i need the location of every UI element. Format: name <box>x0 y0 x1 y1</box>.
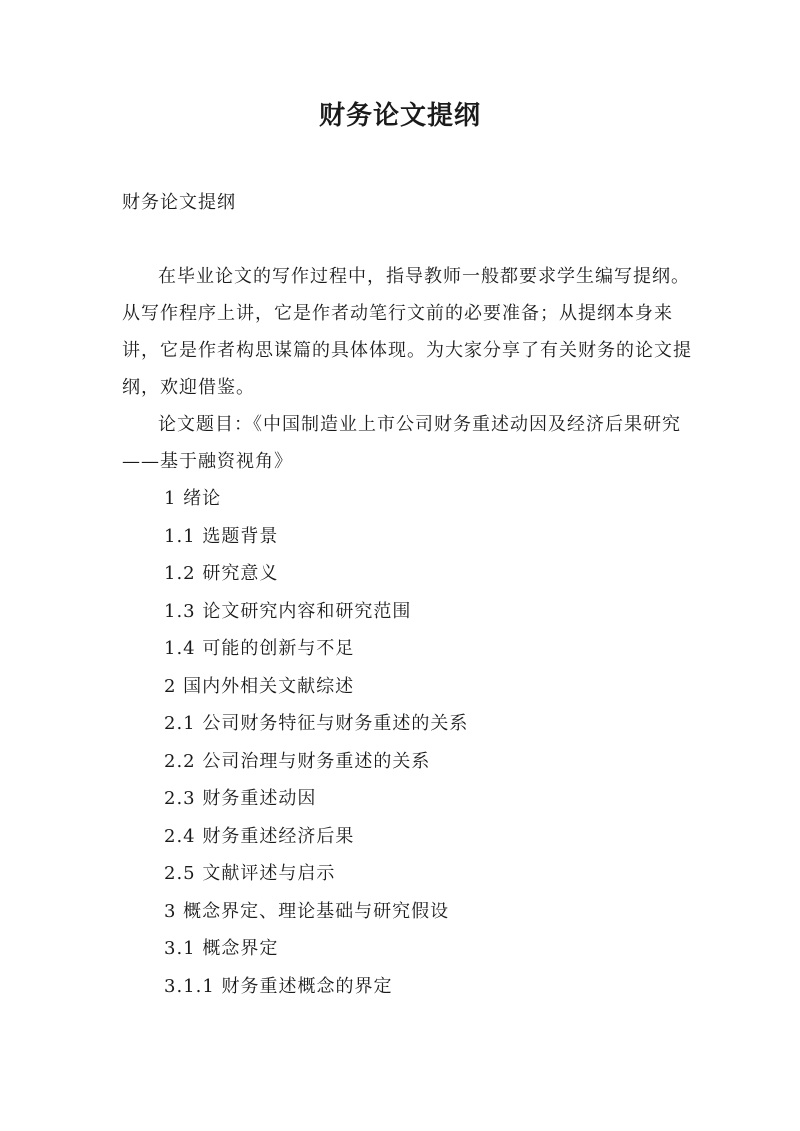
outline-item: 2.2 公司治理与财务重述的关系 <box>164 750 431 772</box>
outline-item: 1 绪论 <box>164 488 222 509</box>
outline-item: 2.4 财务重述经济后果 <box>164 825 355 847</box>
outline-item: 1.2 研究意义 <box>164 563 279 584</box>
outline-item: 2.3 财务重述动因 <box>164 788 317 809</box>
outline-list <box>122 480 692 1005</box>
outline-item: 1.4 可能的创新与不足 <box>164 638 355 659</box>
intro-paragraph: 在毕业论文的写作过程中，指导教师一般都要求学生编写提纲。从写作程序上讲，它是作者动笔行文前的必要准备；从提纲本身来讲，它是作者构思谋篇的具体体现。为大家分享了有关财务的论文提纲，欢迎借鉴。 <box>122 266 692 398</box>
outline-item: 3.1 概念界定 <box>164 938 279 959</box>
outline-item: 3 概念界定、理论基础与研究假设 <box>164 900 450 922</box>
document-subtitle: 财务论文提纲 <box>122 192 236 213</box>
document-title: 财务论文提纲 <box>318 101 481 131</box>
outline-item: 2.5 文献评述与启示 <box>164 863 336 884</box>
outline-item: 2.1 公司财务特征与财务重述的关系 <box>164 713 469 734</box>
thesis-title-paragraph: 论文题目：《中国制造业上市公司财务重述动因及经济后果研究——基于融资视角》 <box>122 414 681 472</box>
outline-item: 3.1.1 财务重述概念的界定 <box>164 975 393 997</box>
outline-item: 1.3 论文研究内容和研究范围 <box>164 600 412 622</box>
document-body <box>122 258 692 1005</box>
outline-item: 1.1 选题背景 <box>164 525 279 547</box>
outline-item: 2 国内外相关文献综述 <box>164 675 355 697</box>
